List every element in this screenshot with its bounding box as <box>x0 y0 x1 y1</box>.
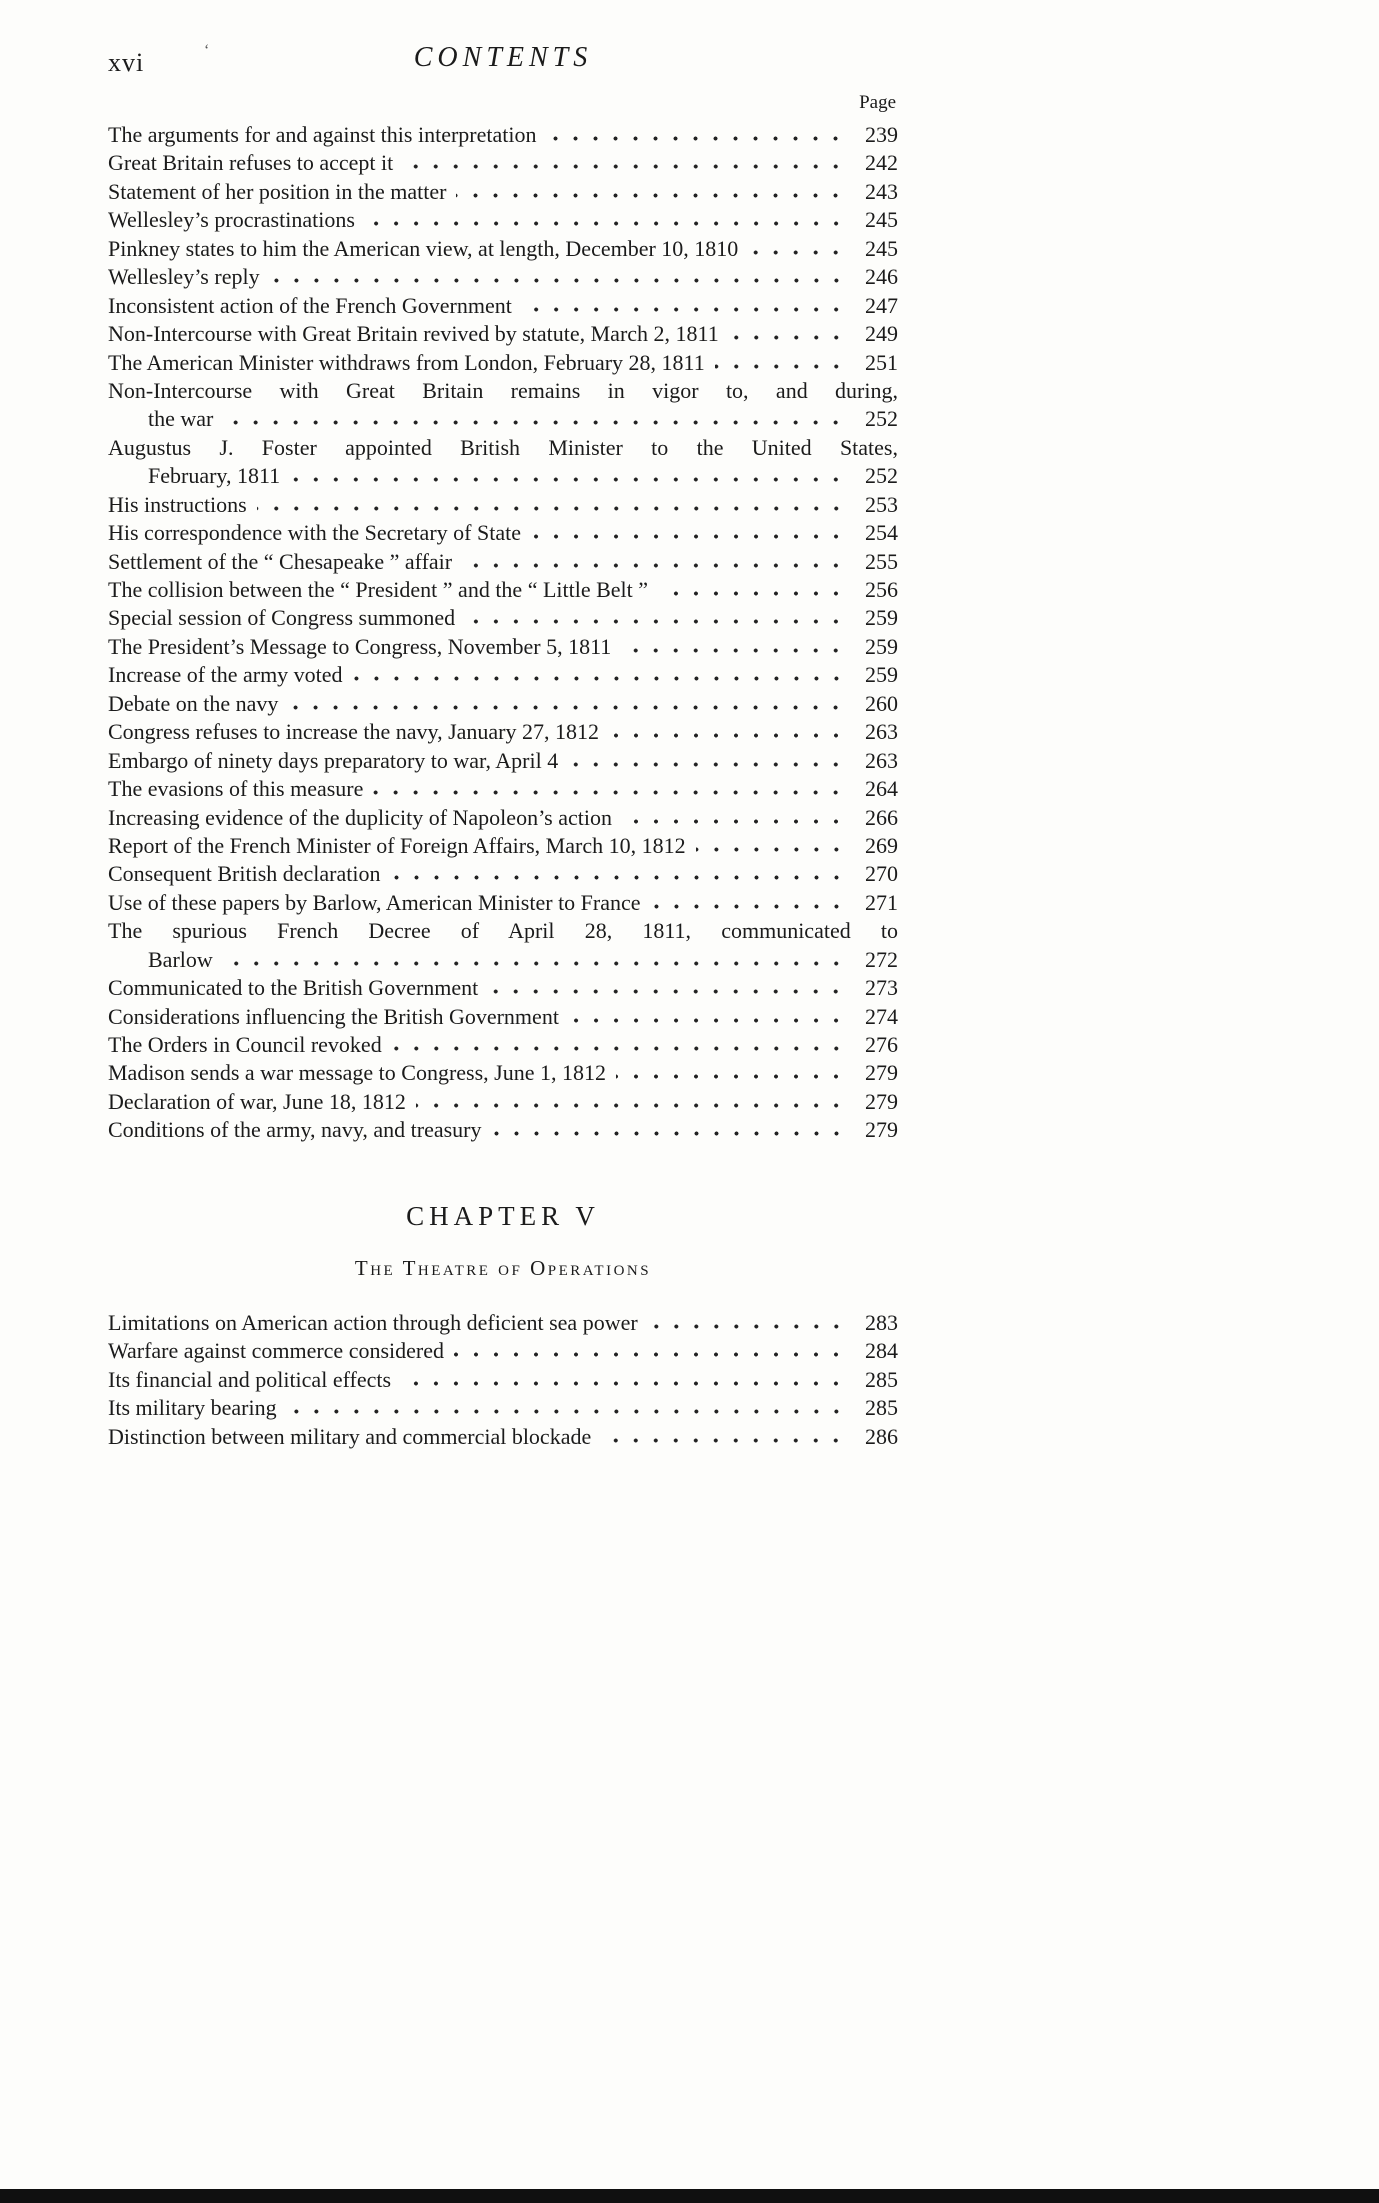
page-header <box>108 42 898 80</box>
toc-entry-page: 239 <box>865 122 898 147</box>
toc-entry-text: Limitations on American action through deficient sea power <box>108 1309 638 1335</box>
dot-leader <box>365 220 848 227</box>
toc-entry <box>108 349 898 377</box>
dot-leader <box>729 334 848 341</box>
toc-entry <box>108 832 898 860</box>
toc-entry-text: Great Britain refuses to accept it <box>108 150 394 176</box>
toc-entry-text: Consequent British declaration <box>108 861 381 887</box>
toc-entry-page: 245 <box>865 207 898 233</box>
toc-entry-page: 259 <box>865 662 898 688</box>
toc-entry-page: 260 <box>865 690 898 716</box>
dot-leader <box>658 590 848 597</box>
dot-leader <box>715 363 848 370</box>
toc-entry-text: Barlow <box>148 946 213 972</box>
toc-entry-text: the war <box>148 406 214 432</box>
dot-leader <box>546 135 848 142</box>
toc-entry <box>108 775 898 803</box>
toc-entry-page: 264 <box>865 776 898 802</box>
toc-entry-page: 243 <box>865 178 898 204</box>
toc-entry-text: Communicated to the British Government <box>108 975 479 1001</box>
toc-entry-page: 273 <box>865 975 898 1001</box>
toc-entry-text: The collision between the “ President ” and the “ Little Belt ” <box>108 577 649 602</box>
dot-leader <box>456 192 848 199</box>
toc-entry <box>108 235 898 263</box>
dot-leader <box>401 1380 848 1387</box>
toc-entry <box>108 1366 898 1394</box>
toc-entry-page: 259 <box>865 633 898 659</box>
toc-entry-page: 251 <box>865 349 898 375</box>
toc-entry-page: 254 <box>865 520 898 546</box>
toc-list-chapter5 <box>108 1309 898 1451</box>
toc-entry <box>108 1003 898 1031</box>
page-content <box>108 42 898 1451</box>
toc-entry-page: 286 <box>865 1423 898 1449</box>
dot-leader <box>622 818 848 825</box>
toc-entry <box>108 1031 898 1059</box>
toc-entry-text: Use of these papers by Barlow, American Minister to France <box>108 889 641 915</box>
dot-leader <box>696 846 848 853</box>
dot-leader <box>287 1408 848 1415</box>
toc-entry-page: 276 <box>865 1032 898 1057</box>
toc-entry-text: The spurious French Decree of April 28, 1811, communicated to <box>108 918 898 944</box>
dot-leader <box>609 732 848 739</box>
toc-entry <box>108 1337 898 1365</box>
toc-entry <box>108 462 898 490</box>
dot-leader <box>270 277 848 284</box>
toc-entry <box>108 292 898 320</box>
dot-leader <box>223 960 848 967</box>
toc-entry <box>108 860 898 888</box>
toc-entry <box>108 917 898 945</box>
toc-entry <box>108 178 898 206</box>
toc-entry-page: 279 <box>865 1060 898 1086</box>
toc-entry <box>108 718 898 746</box>
page-column-label: Page <box>859 92 896 113</box>
toc-entry <box>108 1394 898 1422</box>
toc-entry-page: 252 <box>865 463 898 489</box>
toc-entry <box>108 149 898 177</box>
toc-entry-text: Increase of the army voted <box>108 662 343 688</box>
toc-entry-page: 247 <box>865 292 898 318</box>
dot-leader <box>569 1017 848 1024</box>
toc-entry-page: 284 <box>865 1338 898 1364</box>
toc-entry-text: Inconsistent action of the French Government <box>108 292 512 318</box>
toc-entry-page: 269 <box>865 832 898 858</box>
toc-entry-text: Declaration of war, June 18, 1812 <box>108 1088 406 1114</box>
toc-entry-page: 285 <box>865 1366 898 1392</box>
toc-entry <box>108 377 898 405</box>
toc-entry <box>108 633 898 661</box>
toc-entry-text: The arguments for and against this interpretation <box>108 122 537 147</box>
toc-entry <box>108 1088 898 1116</box>
toc-list-chapter4 <box>108 121 898 1145</box>
toc-entry-text: Augustus J. Foster appointed British Minister to the United States, <box>108 434 898 460</box>
dot-leader <box>601 1437 848 1444</box>
toc-entry-text: Non-Intercourse with Great Britain revived by statute, March 2, 1811 <box>108 321 719 347</box>
toc-entry-page: 279 <box>865 1117 898 1143</box>
toc-entry-page: 252 <box>865 406 898 432</box>
toc-entry-text: Debate on the navy <box>108 690 279 716</box>
toc-entry <box>108 548 898 576</box>
toc-entry-text: His correspondence with the Secretary of State <box>108 520 521 546</box>
toc-entry-text: Its military bearing <box>108 1395 277 1421</box>
toc-entry-page: 256 <box>865 577 898 602</box>
toc-entry-page: 246 <box>865 264 898 290</box>
dot-leader <box>353 675 848 682</box>
dot-leader <box>748 249 848 256</box>
toc-entry <box>108 519 898 547</box>
toc-entry-text: Conditions of the army, navy, and treasury <box>108 1117 482 1143</box>
toc-entry <box>108 974 898 1002</box>
toc-entry <box>108 804 898 832</box>
dot-leader <box>531 533 848 540</box>
toc-entry <box>108 661 898 689</box>
toc-entry-text: Non-Intercourse with Great Britain remains in vigor to, and during, <box>108 377 898 403</box>
toc-entry <box>108 1309 898 1337</box>
toc-entry-text: Statement of her position in the matter <box>108 178 447 204</box>
toc-entry-page: 285 <box>865 1395 898 1421</box>
scan-mark: ʻ <box>204 42 210 59</box>
dot-leader <box>373 789 848 796</box>
toc-entry-page: 263 <box>865 747 898 773</box>
toc-entry-page: 242 <box>865 150 898 176</box>
toc-entry <box>108 206 898 234</box>
toc-entry-page: 263 <box>865 719 898 745</box>
toc-entry-text: Wellesley’s reply <box>108 264 260 290</box>
toc-entry-page: 272 <box>865 946 898 972</box>
toc-entry-text: Increasing evidence of the duplicity of Napoleon’s action <box>108 804 612 830</box>
dot-leader <box>454 1351 848 1358</box>
toc-entry-page: 266 <box>865 804 898 830</box>
toc-entry-text: Madison sends a war message to Congress, June 1, 1812 <box>108 1060 606 1086</box>
toc-entry-text: Special session of Congress summoned <box>108 605 456 631</box>
toc-entry <box>108 1423 898 1451</box>
toc-entry-text: Settlement of the “ Chesapeake ” affair <box>108 548 453 574</box>
toc-entry <box>108 747 898 775</box>
dot-leader <box>288 704 848 711</box>
toc-entry <box>108 263 898 291</box>
toc-entry-page: 245 <box>865 235 898 261</box>
toc-entry <box>108 690 898 718</box>
dot-leader <box>392 1045 848 1052</box>
toc-entry <box>108 320 898 348</box>
toc-entry <box>108 491 898 519</box>
dot-leader <box>648 1323 848 1330</box>
dot-leader <box>391 874 849 881</box>
dot-leader <box>492 1130 848 1137</box>
dot-leader <box>462 562 848 569</box>
page-folio: xvi <box>108 48 145 77</box>
toc-entry-text: Considerations influencing the British Government <box>108 1003 559 1029</box>
toc-entry-text: The evasions of this measure <box>108 776 364 802</box>
dot-leader <box>651 903 848 910</box>
toc-entry-page: 255 <box>865 548 898 574</box>
toc-entry-page: 249 <box>865 321 898 347</box>
chapter-heading: CHAPTER V <box>406 1200 600 1231</box>
contents-heading: CONTENTS <box>413 42 593 73</box>
toc-entry <box>108 434 898 462</box>
dot-leader <box>568 761 848 768</box>
toc-entry-text: Report of the French Minister of Foreign Affairs, March 10, 1812 <box>108 832 686 858</box>
dot-leader <box>290 476 848 483</box>
toc-entry <box>108 576 898 604</box>
toc-entry <box>108 121 898 149</box>
toc-entry-text: Wellesley’s procrastinations <box>108 207 355 233</box>
dot-leader <box>403 163 848 170</box>
toc-entry-text: Congress refuses to increase the navy, January 27, 1812 <box>108 719 599 745</box>
toc-entry <box>108 1116 898 1144</box>
toc-entry-text: February, 1811 <box>148 463 281 489</box>
dot-leader <box>465 618 848 625</box>
toc-entry-page: 283 <box>865 1309 898 1335</box>
dot-leader <box>416 1102 848 1109</box>
toc-entry-text: Distinction between military and commercial blockade <box>108 1423 592 1449</box>
toc-entry-page: 274 <box>865 1003 898 1029</box>
toc-entry <box>108 946 898 974</box>
toc-entry-text: The President’s Message to Congress, November 5, 1811 <box>108 633 612 659</box>
dot-leader <box>257 505 848 512</box>
dot-leader <box>616 1073 848 1080</box>
dot-leader <box>522 306 848 313</box>
toc-entry-text: Warfare against commerce considered <box>108 1338 444 1364</box>
toc-entry-text: The Orders in Council revoked <box>108 1032 382 1057</box>
chapter-subtitle: The Theatre of Operations <box>354 1255 652 1280</box>
toc-entry-page: 253 <box>865 491 898 517</box>
toc-entry-text: Embargo of ninety days preparatory to war, April 4 <box>108 747 559 773</box>
toc-entry-text: The American Minister withdraws from London, February 28, 1811 <box>108 349 705 375</box>
toc-entry <box>108 1059 898 1087</box>
toc-entry-page: 270 <box>865 861 898 887</box>
toc-entry <box>108 405 898 433</box>
toc-entry-page: 271 <box>865 889 898 915</box>
toc-entry-text: His instructions <box>108 491 247 517</box>
dot-leader <box>223 419 848 426</box>
toc-entry-text: Pinkney states to him the American view, at length, December 10, 1810 <box>108 235 739 261</box>
toc-entry <box>108 604 898 632</box>
toc-entry-text: Its financial and political effects <box>108 1366 392 1392</box>
toc-entry <box>108 889 898 917</box>
toc-entry-page: 259 <box>865 605 898 631</box>
dot-leader <box>488 988 848 995</box>
scan-edge-bar <box>0 2189 1379 2203</box>
dot-leader <box>621 647 848 654</box>
toc-entry-page: 279 <box>865 1088 898 1114</box>
